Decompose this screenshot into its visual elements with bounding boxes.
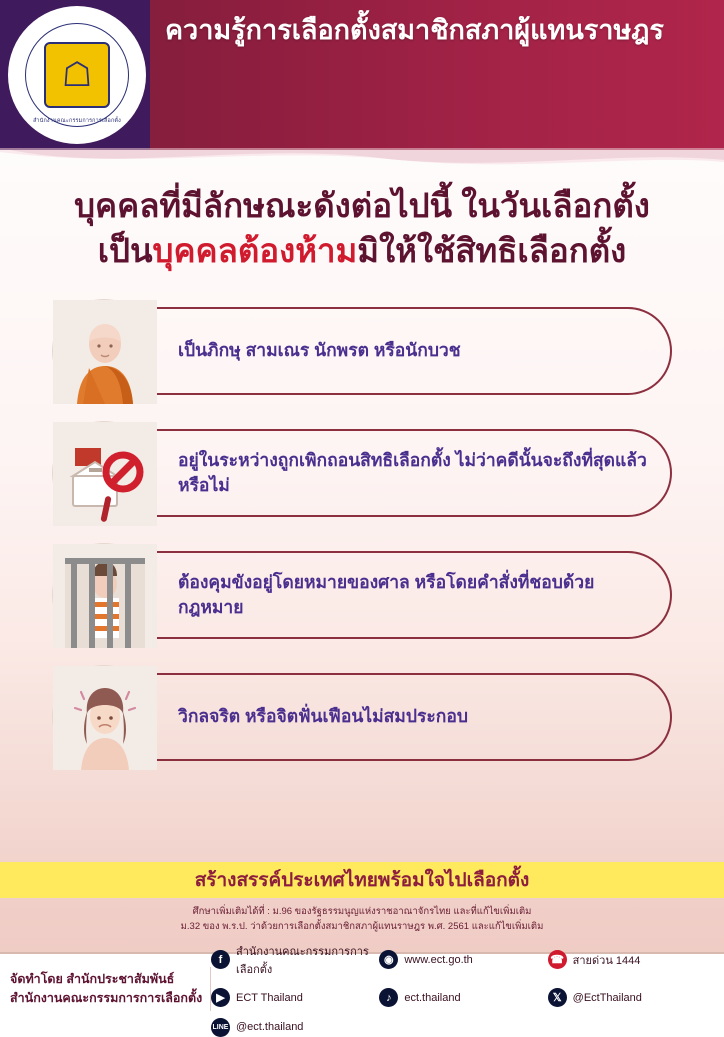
headline-line-2-pre: เป็น (97, 231, 153, 269)
legal-note-line-2: ม.32 ของ พ.ร.ป. ว่าด้วยการเลือกตั้งสมาชิกสภาผู้แทนราษฎร พ.ศ. 2561 และแก้ไขเพิ่มเติม (180, 921, 544, 933)
channel-label: สายด่วน 1444 (572, 954, 641, 967)
header-title: ความรู้การเลือกตั้งสมาชิกสภาผู้แทนราษฎร (165, 15, 664, 45)
list-item-pill (104, 551, 672, 639)
channel-x-twitter[interactable] (548, 988, 716, 1007)
channel-label: www.ect.go.th (404, 953, 473, 966)
line-icon: LINE (211, 1018, 230, 1037)
list-item-label: อยู่ในระหว่างถูกเพิกถอนสิทธิเลือกตั้ง ไม่ว่าคดีนั้นจะถึงที่สุดแล้วหรือไม่ (178, 449, 647, 496)
channel-tiktok[interactable] (379, 988, 547, 1007)
monk-icon (52, 299, 156, 403)
slogan-text: สร้างสรรค์ประเทศไทยพร้อมใจไปเลือกตั้ง (194, 870, 530, 891)
channel-label: ect.thailand (404, 991, 461, 1004)
channel-label: @EctThailand (572, 991, 642, 1004)
headline-accent: บุคคลต้องห้าม (152, 231, 358, 269)
garuda-emblem-icon (44, 42, 110, 108)
list-item (52, 299, 672, 403)
footer-channels (211, 942, 724, 1037)
facebook-icon: f (211, 950, 230, 969)
globe-icon: ◉ (379, 950, 398, 969)
list-item (52, 665, 672, 769)
footer (0, 945, 724, 1033)
channel-facebook[interactable] (211, 942, 379, 978)
prohibited-persons-list (52, 299, 672, 769)
mental-illness-icon (52, 665, 156, 769)
list-item (52, 421, 672, 525)
footer-org-line-1: จัดทำโดย สำนักประชาสัมพันธ์ (10, 972, 175, 987)
header-wave-decoration (0, 148, 724, 174)
footer-org-line-2: สำนักงานคณะกรรมการการเลือกตั้ง (10, 991, 203, 1005)
legal-note-line-1: ศึกษาเพิ่มเติมได้ที่ : ม.96 ของรัฐธรรมนูญแห่งราชอาณาจักรไทย และที่แก้ไขเพิ่มเติม (192, 906, 532, 917)
legal-notes (0, 904, 724, 934)
garuda-glyph: ☖ (61, 56, 93, 94)
channel-label: ECT Thailand (236, 991, 303, 1004)
list-item-pill (104, 673, 672, 761)
channel-website[interactable] (379, 950, 547, 969)
list-item-pill (104, 429, 672, 517)
phone-icon: ☎ (548, 950, 567, 969)
channel-hotline[interactable] (548, 950, 716, 969)
logo-circle (8, 6, 146, 144)
list-item-label: เป็นภิกษุ สามเณร นักพรต หรือนักบวช (178, 340, 461, 361)
youtube-icon: ▶ (211, 988, 230, 1007)
headline-line-2-post: มิให้ใช้สิทธิเลือกตั้ง (357, 231, 627, 269)
headline-line-1: บุคคลที่มีลักษณะดังต่อไปนี้ ในวันเลือกตั้ง (74, 187, 650, 224)
x-twitter-icon: 𝕏 (548, 988, 567, 1007)
channel-label: สำนักงานคณะกรรมการการเลือกตั้ง (236, 945, 369, 976)
channel-label: @ect.thailand (236, 1021, 304, 1033)
list-item-label: วิกลจริต หรือจิตฟั่นเฟือนไม่สมประกอบ (178, 706, 468, 727)
list-item-pill (104, 307, 672, 395)
footer-organization (0, 970, 210, 1008)
list-item (52, 543, 672, 647)
logo-caption: สำนักงานคณะกรรมการการเลือกตั้ง (33, 118, 121, 124)
channel-youtube[interactable] (211, 988, 379, 1007)
prisoner-behind-bars-icon (52, 543, 156, 647)
headline-line-2 (18, 229, 706, 274)
header-banner (0, 0, 724, 150)
list-item-label: ต้องคุมขังอยู่โดยหมายของศาล หรือโดยคำสั่งที่ชอบด้วยกฎหมาย (178, 571, 595, 618)
page-title (18, 184, 706, 273)
ballot-box-prohibited-icon (52, 421, 156, 525)
tiktok-icon: ♪ (379, 988, 398, 1007)
slogan-banner (0, 862, 724, 898)
ect-logo (21, 19, 133, 131)
channel-line[interactable] (211, 1018, 379, 1037)
